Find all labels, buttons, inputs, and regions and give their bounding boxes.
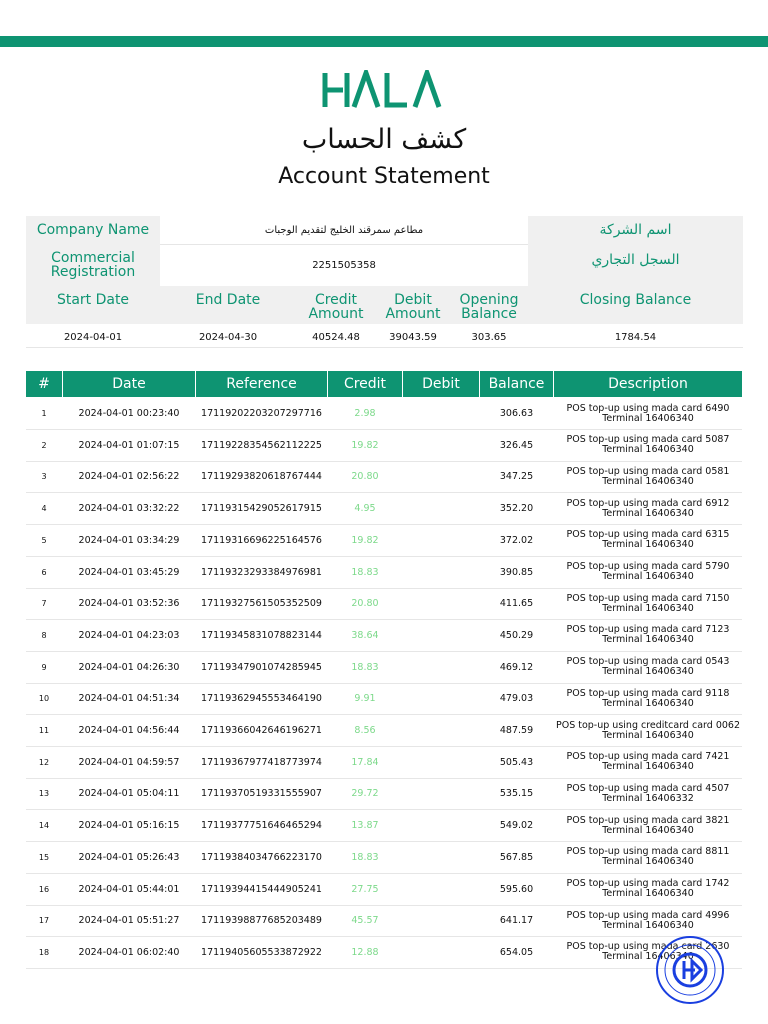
row-debit <box>403 905 479 936</box>
row-credit: 4.95 <box>354 503 376 515</box>
row-date: 2024-04-01 01:07:15 <box>78 439 180 451</box>
end-date-header: End Date <box>195 292 261 308</box>
row-date: 2024-04-01 04:26:30 <box>78 661 180 673</box>
row-credit: 8.56 <box>354 725 376 736</box>
closing-balance-header: Closing Balance <box>579 292 692 308</box>
row-description-line1: POS top-up using mada card 6912 <box>566 497 730 509</box>
row-balance: 306.63 <box>499 408 534 419</box>
row-description <box>554 588 742 619</box>
row-description-line1: POS top-up using mada card 2630 <box>566 941 730 953</box>
row-balance: 469.12 <box>499 661 534 673</box>
row-reference: 17119347901074285945 <box>201 661 322 673</box>
end-date-value: 2024-04-30 <box>198 331 258 343</box>
row-debit <box>403 842 479 873</box>
row-balance: 352.20 <box>499 503 534 515</box>
row-description <box>554 430 742 461</box>
hala-logo-icon <box>321 70 447 110</box>
row-number: 3 <box>41 472 47 482</box>
row-description-line1: POS top-up using mada card 6315 <box>566 529 730 541</box>
row-date: 2024-04-01 02:56:22 <box>78 471 180 483</box>
top-accent-bar <box>0 36 768 47</box>
table-row <box>26 620 742 652</box>
row-reference: 17119345831078823144 <box>201 629 322 641</box>
row-date: 2024-04-01 04:59:57 <box>78 756 180 768</box>
row-number: 1 <box>41 409 47 418</box>
row-reference: 17119323293384976981 <box>201 566 322 578</box>
row-date: 2024-04-01 04:56:44 <box>78 725 180 736</box>
title-english: Account Statement <box>278 164 490 189</box>
table-row <box>26 588 742 620</box>
table-row <box>26 715 742 747</box>
info-grey-filler <box>528 276 743 286</box>
row-date: 2024-04-01 05:04:11 <box>78 788 180 800</box>
row-reference: 17119405605533872922 <box>201 946 322 958</box>
row-credit: 13.87 <box>351 820 379 832</box>
row-description <box>554 493 742 524</box>
row-description-line2: Terminal 16406340 <box>602 729 694 741</box>
row-balance: 535.15 <box>499 788 534 800</box>
row-debit <box>403 874 479 905</box>
row-debit <box>403 525 479 556</box>
row-reference: 17119370519331555907 <box>201 788 322 800</box>
row-date: 2024-04-01 03:52:36 <box>78 598 180 610</box>
row-description-line1: POS top-up using mada card 4507 <box>566 782 730 794</box>
row-description-line1: POS top-up using mada card 9118 <box>566 687 730 699</box>
row-description <box>554 715 742 746</box>
row-date: 2024-04-01 05:51:27 <box>78 915 180 927</box>
row-credit: 29.72 <box>351 788 379 800</box>
row-description <box>554 461 742 492</box>
row-balance: 411.65 <box>499 598 534 610</box>
row-description <box>554 874 742 905</box>
row-description-line1: POS top-up using mada card 5790 <box>566 561 730 572</box>
row-description-line2: Terminal 16406340 <box>602 824 694 836</box>
row-reference: 17119377751646465294 <box>201 820 322 832</box>
row-date: 2024-04-01 05:16:15 <box>78 820 180 832</box>
row-reference: 17119327561505352509 <box>201 598 322 610</box>
row-description-line2: Terminal 16406340 <box>602 666 694 678</box>
row-description <box>554 525 742 556</box>
row-debit <box>403 620 479 651</box>
title-arabic: كشف الحساب <box>301 124 467 155</box>
table-row <box>26 842 742 874</box>
company-name-label-arabic: اسم الشركة <box>528 216 743 244</box>
info-divider <box>26 347 743 348</box>
col-credit: Credit <box>328 371 402 397</box>
row-number: 10 <box>38 694 50 704</box>
row-balance: 567.85 <box>499 851 534 863</box>
row-number: 13 <box>38 789 50 799</box>
col-description: Description <box>554 371 742 397</box>
row-credit: 19.82 <box>351 439 379 451</box>
row-credit: 2.98 <box>354 408 376 419</box>
row-description-line2: Terminal 16406340 <box>602 602 694 614</box>
row-number: 11 <box>38 726 50 735</box>
row-date: 2024-04-01 05:44:01 <box>78 883 180 895</box>
row-description-line1: POS top-up using mada card 3821 <box>566 814 730 826</box>
row-date: 2024-04-01 03:34:29 <box>78 534 180 546</box>
row-balance: 372.02 <box>499 534 534 546</box>
row-description-line1: POS top-up using mada card 7421 <box>566 751 730 763</box>
row-description <box>554 778 742 809</box>
row-balance: 450.29 <box>499 629 534 641</box>
start-date-value: 2024-04-01 <box>63 331 123 343</box>
col-reference: Reference <box>196 371 327 397</box>
row-description-line1: POS top-up using mada card 0581 <box>566 465 730 477</box>
row-description-line2: Terminal 16406340 <box>602 951 694 963</box>
row-debit <box>403 588 479 619</box>
opening-balance-value: 303.65 <box>471 331 507 343</box>
row-balance: 549.02 <box>499 820 534 832</box>
row-reference: 17119315429052617915 <box>201 503 322 515</box>
col-balance: Balance <box>480 371 553 397</box>
row-reference: 17119394415444905241 <box>201 883 322 895</box>
row-debit <box>403 810 479 841</box>
row-debit <box>403 430 479 461</box>
row-credit: 12.88 <box>351 946 379 958</box>
row-debit <box>403 557 479 588</box>
commercial-registration-label: Commercial Registration <box>26 244 160 286</box>
row-date: 2024-04-01 04:51:34 <box>78 693 180 705</box>
row-description-line1: POS top-up using creditcard card 0062 <box>555 719 740 731</box>
table-row <box>26 493 742 525</box>
row-description-line1: POS top-up using mada card 6490 <box>566 402 730 414</box>
table-row <box>26 810 742 842</box>
row-number: 18 <box>38 947 50 957</box>
row-date: 2024-04-01 03:45:29 <box>78 566 180 578</box>
row-description-line2: Terminal 16406332 <box>602 792 694 804</box>
row-description <box>554 620 742 651</box>
row-credit: 45.57 <box>351 915 379 927</box>
row-reference: 17119398877685203489 <box>201 915 322 927</box>
table-row <box>26 747 742 779</box>
transactions-table-header <box>26 371 742 397</box>
row-description-line2: Terminal 16406340 <box>602 888 694 899</box>
row-balance: 479.03 <box>499 693 534 705</box>
row-debit <box>403 683 479 714</box>
row-date: 2024-04-01 06:02:40 <box>78 946 180 958</box>
row-description-line2: Terminal 16406340 <box>602 444 694 456</box>
table-row <box>26 778 742 810</box>
table-row <box>26 398 742 430</box>
row-description-line1: POS top-up using mada card 7150 <box>566 592 730 604</box>
row-description <box>554 905 742 936</box>
row-debit <box>403 398 479 429</box>
row-reference: 17119362945553464190 <box>201 693 322 705</box>
table-row <box>26 430 742 462</box>
table-row <box>26 557 742 589</box>
row-balance: 641.17 <box>499 915 534 927</box>
row-debit <box>403 715 479 746</box>
company-name-label: Company Name <box>26 216 160 244</box>
row-description-line2: Terminal 16406340 <box>602 475 694 487</box>
row-description-line1: POS top-up using mada card 7123 <box>566 624 730 636</box>
row-balance: 654.05 <box>499 946 534 958</box>
row-number: 14 <box>38 821 50 831</box>
row-debit <box>403 778 479 809</box>
hala-logo <box>0 70 768 114</box>
row-description-line2: Terminal 16406340 <box>602 412 694 424</box>
row-credit: 20.80 <box>351 598 379 610</box>
row-reference: 17119366042646196271 <box>201 725 322 736</box>
row-description-line2: Terminal 16406340 <box>602 634 694 646</box>
h-arrow-stamp-icon <box>655 935 725 1005</box>
row-debit <box>403 652 479 683</box>
row-description <box>554 842 742 873</box>
start-date-header: Start Date <box>56 292 130 308</box>
row-reference: 17119367977418773974 <box>201 756 322 768</box>
row-credit: 38.64 <box>351 629 379 641</box>
row-number: 12 <box>38 757 50 767</box>
col-number: # <box>26 371 62 397</box>
row-description <box>554 398 742 429</box>
row-credit: 18.83 <box>351 851 379 863</box>
commercial-registration-value: 2251505358 <box>312 259 376 271</box>
row-balance: 505.43 <box>499 756 534 768</box>
row-reference: 17119228354562112225 <box>201 439 322 451</box>
row-reference: 17119384034766223170 <box>201 851 322 863</box>
row-number: 6 <box>41 567 47 577</box>
row-credit: 18.83 <box>351 566 379 578</box>
row-date: 2024-04-01 03:32:22 <box>78 503 180 515</box>
row-balance: 326.45 <box>499 439 534 451</box>
row-debit <box>403 461 479 492</box>
row-number: 16 <box>38 884 50 894</box>
row-description-line1: POS top-up using mada card 0543 <box>566 656 730 668</box>
row-description-line1: POS top-up using mada card 1742 <box>566 878 730 889</box>
row-reference: 17119316696225164576 <box>201 534 322 546</box>
row-number: 7 <box>41 599 47 609</box>
row-description-line1: POS top-up using mada card 8811 <box>566 846 730 858</box>
table-row <box>26 461 742 493</box>
row-number: 9 <box>41 662 47 672</box>
row-credit: 27.75 <box>351 883 379 895</box>
credit-amount-value: 40524.48 <box>312 331 360 343</box>
col-date: Date <box>63 371 195 397</box>
row-credit: 20.80 <box>351 471 379 483</box>
table-row <box>26 905 742 937</box>
row-description-line2: Terminal 16406340 <box>602 856 694 868</box>
debit-amount-header: Debit Amount <box>385 292 441 322</box>
row-balance: 347.25 <box>499 471 534 483</box>
row-reference: 17119202203207297716 <box>201 408 322 419</box>
row-number: 15 <box>38 852 50 862</box>
row-date: 2024-04-01 04:23:03 <box>78 629 180 641</box>
row-number: 2 <box>41 440 47 450</box>
table-row <box>26 683 742 715</box>
row-date: 2024-04-01 05:26:43 <box>78 851 180 863</box>
commercial-registration-label-arabic: السجل التجاري <box>528 244 743 276</box>
row-credit: 19.82 <box>351 534 379 546</box>
row-description-line2: Terminal 16406340 <box>602 761 694 773</box>
row-description <box>554 652 742 683</box>
company-name-value: مطاعم سمرقند الخليج لتقديم الوجبات <box>160 216 528 245</box>
row-credit: 9.91 <box>354 693 376 705</box>
row-description-line2: Terminal 16406340 <box>602 539 694 551</box>
opening-balance-header: Opening Balance <box>459 292 519 322</box>
credit-amount-header: Credit Amount <box>308 292 364 322</box>
row-balance: 390.85 <box>499 566 534 578</box>
row-description-line1: POS top-up using mada card 4996 <box>566 909 730 921</box>
row-description-line1: POS top-up using mada card 5087 <box>566 434 730 446</box>
row-number: 8 <box>41 630 47 640</box>
col-debit: Debit <box>403 371 479 397</box>
row-debit <box>403 937 479 968</box>
table-row <box>26 525 742 557</box>
debit-amount-value: 39043.59 <box>389 331 437 343</box>
row-number: 5 <box>41 535 47 545</box>
row-description <box>554 810 742 841</box>
row-description-line2: Terminal 16406340 <box>602 919 694 931</box>
table-row <box>26 937 742 969</box>
row-reference: 17119293820618767444 <box>201 471 322 483</box>
row-credit: 17.84 <box>351 756 379 768</box>
row-description <box>554 747 742 778</box>
closing-balance-value: 1784.54 <box>614 331 657 343</box>
row-balance: 595.60 <box>499 883 534 895</box>
row-number: 4 <box>41 504 47 514</box>
row-debit <box>403 747 479 778</box>
row-credit: 18.83 <box>351 661 379 673</box>
row-description <box>554 683 742 714</box>
row-balance: 487.59 <box>499 725 534 736</box>
row-description-line2: Terminal 16406340 <box>602 697 694 709</box>
row-number: 17 <box>38 916 50 926</box>
row-description-line2: Terminal 16406340 <box>602 507 694 519</box>
row-description-line2: Terminal 16406340 <box>602 571 694 582</box>
row-description <box>554 557 742 588</box>
row-debit <box>403 493 479 524</box>
row-date: 2024-04-01 00:23:40 <box>78 408 180 419</box>
table-row <box>26 652 742 684</box>
table-row <box>26 874 742 906</box>
